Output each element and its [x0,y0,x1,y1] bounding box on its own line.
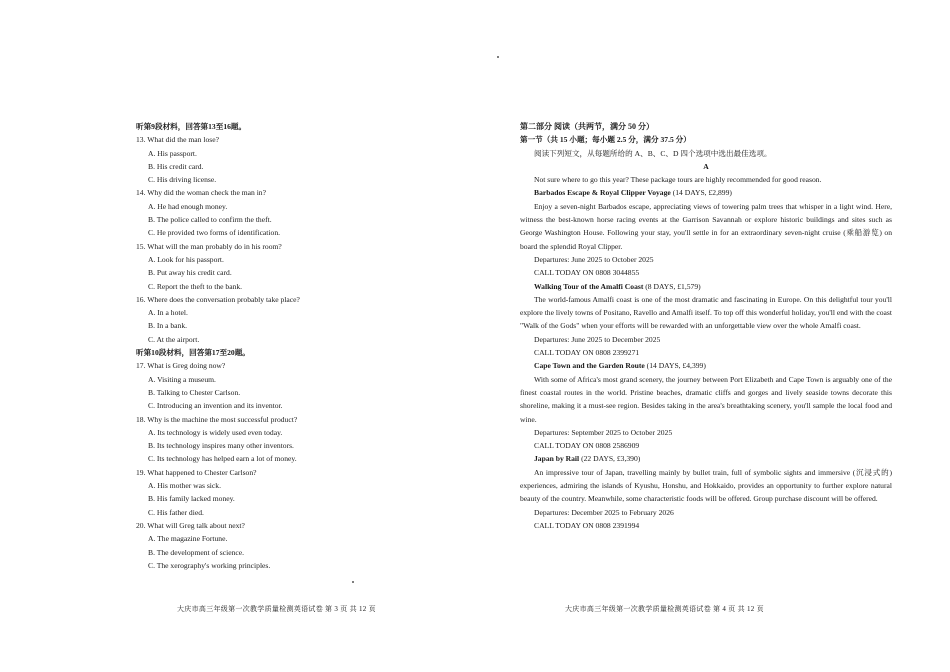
tour-entry [520,280,892,360]
answer-option: C. He provided two forms of identification. [148,228,281,238]
tour-phone: CALL TODAY ON 0808 2391994 [534,520,640,530]
answer-option: A. In a hotel. [148,308,188,318]
tour-phone: CALL TODAY ON 0808 2586909 [534,441,640,451]
listening-questions [136,120,466,572]
tour-name: Cape Town and the Garden Route [534,361,645,371]
answer-option: B. His credit card. [148,161,204,171]
left-page-footer: 大庆市高三年级第一次教学质量检测英语试卷 第 3 页 共 12 页 [177,605,376,613]
answer-option: A. His mother was sick. [148,481,221,491]
question-stem: 14. Why did the woman check the man in? [136,188,266,198]
right-page-footer: 大庆市高三年级第一次教学质量检测英语试卷 第 4 页 共 12 页 [565,605,764,613]
reading-section [520,120,892,532]
tour-duration-price: (14 DAYS, £4,399) [646,361,706,371]
answer-option: C. Introducing an invention and its inventor. [148,401,283,411]
tour-name: Walking Tour of the Amalfi Coast [534,281,644,291]
tour-title [520,280,892,293]
passage-intro: Not sure where to go this year? These package tours are highly recommended for good reason. [534,175,822,185]
reading-part-heading: 第二部分 阅读（共两节，满分 50 分） [520,122,654,131]
tour-description: The world-famous Amalfi coast is one of the most dramatic and fascinating in Europe. On this delightful tour you'll explore the lively towns of Positano, Ravello and Amalfi itself. To top off this wonderful holiday, you'll end with the coast "Walk of the Gods" when your efforts will be rewarded with an unforgettable view over the whole Amalfi coast. [520,294,892,331]
answer-option: A. Its technology is widely used even today. [148,427,283,437]
reading-section-subheading: 第一节（共 15 小题；每小题 2.5 分，满分 37.5 分） [520,135,691,145]
tour-description: An impressive tour of Japan, travelling mainly by bullet train, full of symbolic sights and immersive (沉浸式的) experiences, admiring the islands of Kyushu, Honshu, and Hokkaido, provides an opportunity to further explore natural beauty of the country. Meanwhile, some characteristic foods will be offered. Group purchase discount will be offered. [520,467,892,504]
answer-option: C. Its technology has helped earn a lot of money. [148,454,297,464]
answer-option: C. The xerography's working principles. [148,560,271,570]
answer-option: A. He had enough money. [148,201,228,211]
answer-option: B. His family lacked money. [148,494,235,504]
tour-name: Barbados Escape & Royal Clipper Voyage [534,188,671,198]
tour-entry [520,359,892,452]
scan-speck [352,581,354,583]
tour-duration-price: (14 DAYS, £2,899) [672,188,732,198]
tour-title [520,359,892,372]
answer-option: A. Look for his passport. [148,254,224,264]
answer-option: A. Visiting a museum. [148,374,216,384]
tour-departures: Departures: June 2025 to October 2025 [534,254,654,264]
answer-option: B. Put away his credit card. [148,268,232,278]
tour-departures: Departures: June 2025 to December 2025 [534,334,661,344]
tour-phone: CALL TODAY ON 0808 3044855 [534,268,640,278]
answer-option: B. In a bank. [148,321,188,331]
answer-option: B. Talking to Chester Carlson. [148,387,241,397]
tour-entry [520,186,892,279]
question-stem: 19. What happened to Chester Carlson? [136,467,257,477]
answer-option: B. The police called to confirm the theft. [148,215,272,225]
question-stem: 15. What will the man probably do in his room? [136,241,282,251]
tour-title [520,186,892,199]
scan-speck [497,56,499,58]
tour-list [520,186,892,532]
answer-option: A. The magazine Fortune. [148,534,228,544]
question-stem: 20. What will Greg talk about next? [136,520,245,530]
tour-duration-price: (8 DAYS, £1,579) [645,281,701,291]
answer-option: C. At the airport. [148,334,200,344]
answer-option: B. The development of science. [148,547,245,557]
tour-name: Japan by Rail [534,454,580,464]
tour-duration-price: (22 DAYS, £3,390) [581,454,641,464]
answer-option: C. His father died. [148,507,204,517]
tour-departures: Departures: December 2025 to February 2026 [534,507,674,517]
answer-option: C. Report the theft to the bank. [148,281,243,291]
question-stem: 17. What is Greg doing now? [136,361,226,371]
answer-option: B. Its technology inspires many other inventors. [148,441,294,451]
tour-description: With some of Africa's most grand scenery, the journey between Port Elizabeth and Cape Town is arguably one of the finest coastal routes in the world. Pristine beaches, dramatic cliffs and gorges and lively seaside towns decorate this shoreline, making it a must-see region. Besides taking in the area's breathtaking scenery, you'll sample the local food and wine. [520,374,892,424]
passage-letter: A [703,161,709,171]
question-stem: 16. Where does the conversation probably take place? [136,294,300,304]
tour-title [520,452,892,465]
answer-option: A. His passport. [148,148,197,158]
section-heading: 听第9段材料，回答第13至16题。 [136,122,247,131]
answer-option: C. His driving license. [148,175,217,185]
tour-departures: Departures: September 2025 to October 2025 [534,427,673,437]
tour-description: Enjoy a seven-night Barbados escape, appreciating views of towering palm trees that whisper in a light wind. Here, witness the best-known horse racing events at the Garrison Savannah or explore historic buildings and sites such as George Washington House. Following your stay, you'll settle in for an extraordinary seven-night cruise (乘船游览) on board the splendid Royal Clipper. [520,201,892,251]
tour-phone: CALL TODAY ON 0808 2399271 [534,348,640,358]
question-stem: 18. Why is the machine the most successful product? [136,414,298,424]
section-heading: 听第10段材料，回答第17至20题。 [136,348,250,358]
question-stem: 13. What did the man lose? [136,135,219,145]
right-exam-page [475,0,950,672]
reading-instruction: 阅读下列短文，从每题所给的 A、B、C、D 四个选项中选出最佳选项。 [534,148,772,158]
tour-entry [520,452,892,532]
